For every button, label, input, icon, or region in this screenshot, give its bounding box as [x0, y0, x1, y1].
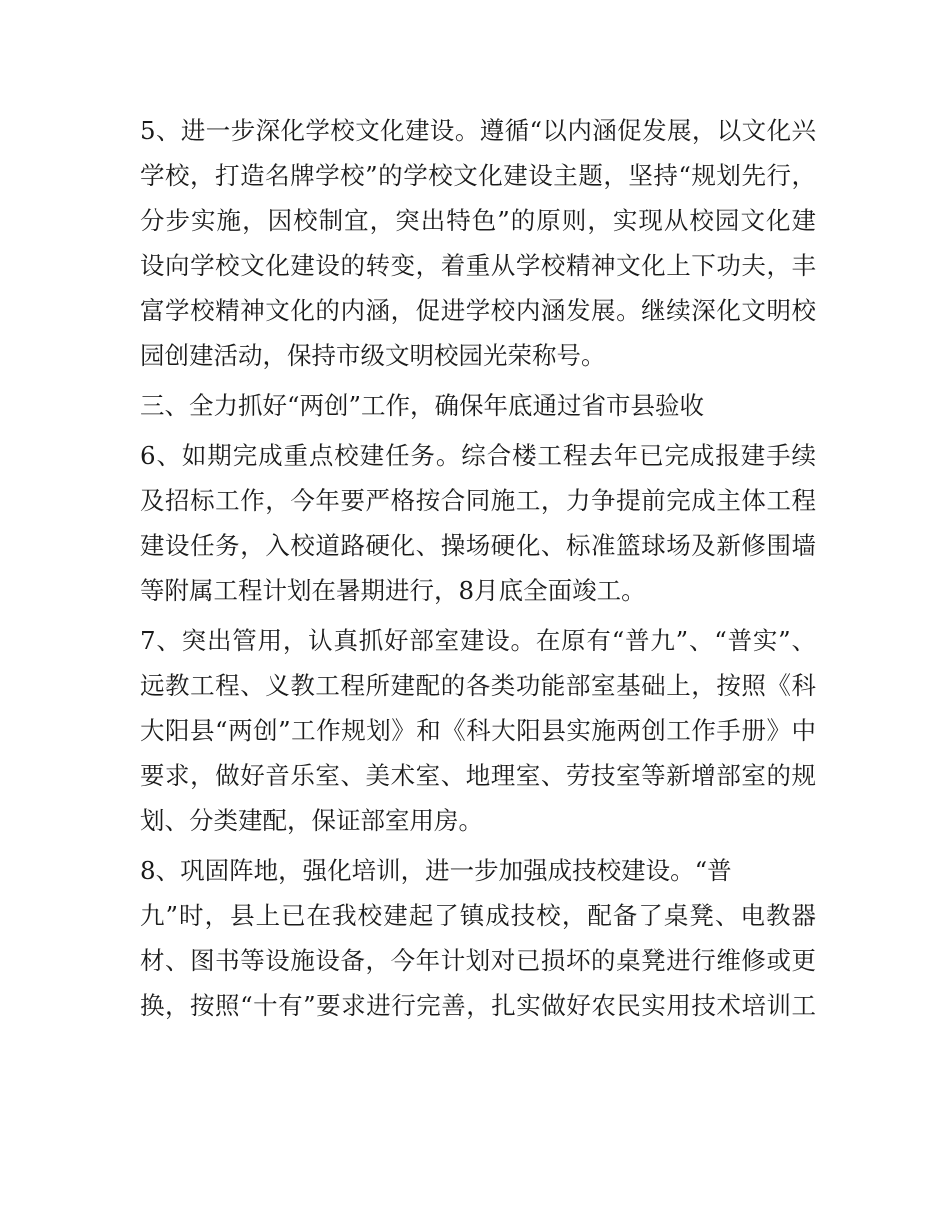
text-line: 要求，做好音乐室、美术室、地理室、劳技室等新增部室的规 — [140, 761, 816, 790]
text-line: 学校，打造名牌学校”的学校文化建设主题，坚持“规划先行， — [140, 161, 816, 190]
paragraph-6 — [140, 433, 816, 613]
paragraph-8 — [140, 848, 816, 1028]
paragraph-5 — [140, 108, 816, 378]
paragraph-7 — [140, 618, 816, 843]
text-line: 等附属工程计划在暑期进行，8月底全面竣工。 — [140, 576, 646, 605]
text-line: 5、进一步深化学校文化建设。遵循“以内涵促发展，以文化兴 — [140, 116, 816, 145]
text-line: 及招标工作，今年要严格按合同施工，力争提前完成主体工程 — [140, 486, 816, 515]
text-line: 建设任务，入校道路硬化、操场硬化、标准篮球场及新修围墙 — [140, 531, 816, 560]
text-line: 设向学校文化建设的转变，着重从学校精神文化上下功夫，丰 — [140, 251, 816, 280]
section-heading-3 — [140, 383, 816, 428]
text-line: 6、如期完成重点校建任务。综合楼工程去年已完成报建手续 — [140, 441, 816, 470]
text-line: 远教工程、义教工程所建配的各类功能部室基础上，按照《科 — [140, 671, 816, 700]
text-line: 材、图书等设施设备，今年计划对已损坏的桌凳进行维修或更 — [140, 946, 816, 975]
text-line: 大阳县“两创”工作规划》和《科大阳县实施两创工作手册》中 — [140, 716, 816, 745]
text-line: 九”时，县上已在我校建起了镇成技校，配备了桌凳、电教器 — [140, 901, 816, 930]
text-line: 换，按照“十有”要求进行完善，扎实做好农民实用技术培训工 — [140, 991, 816, 1020]
text-line: 分步实施，因校制宜，突出特色”的原则，实现从校园文化建 — [140, 206, 816, 235]
text-line: 划、分类建配，保证部室用房。 — [140, 806, 483, 835]
text-line: 园创建活动，保持市级文明校园光荣称号。 — [140, 341, 606, 370]
text-line: 7、突出管用，认真抓好部室建设。在原有“普九”、“普实”、 — [140, 626, 816, 655]
heading-line: 三、全力抓好“两创”工作，确保年底通过省市县验收 — [140, 391, 705, 420]
text-line: 富学校精神文化的内涵，促进学校内涵发展。继续深化文明校 — [140, 296, 816, 325]
document-body — [140, 108, 816, 1028]
text-line: 8、巩固阵地，强化培训，进一步加强成技校建设。“普 — [140, 856, 732, 885]
